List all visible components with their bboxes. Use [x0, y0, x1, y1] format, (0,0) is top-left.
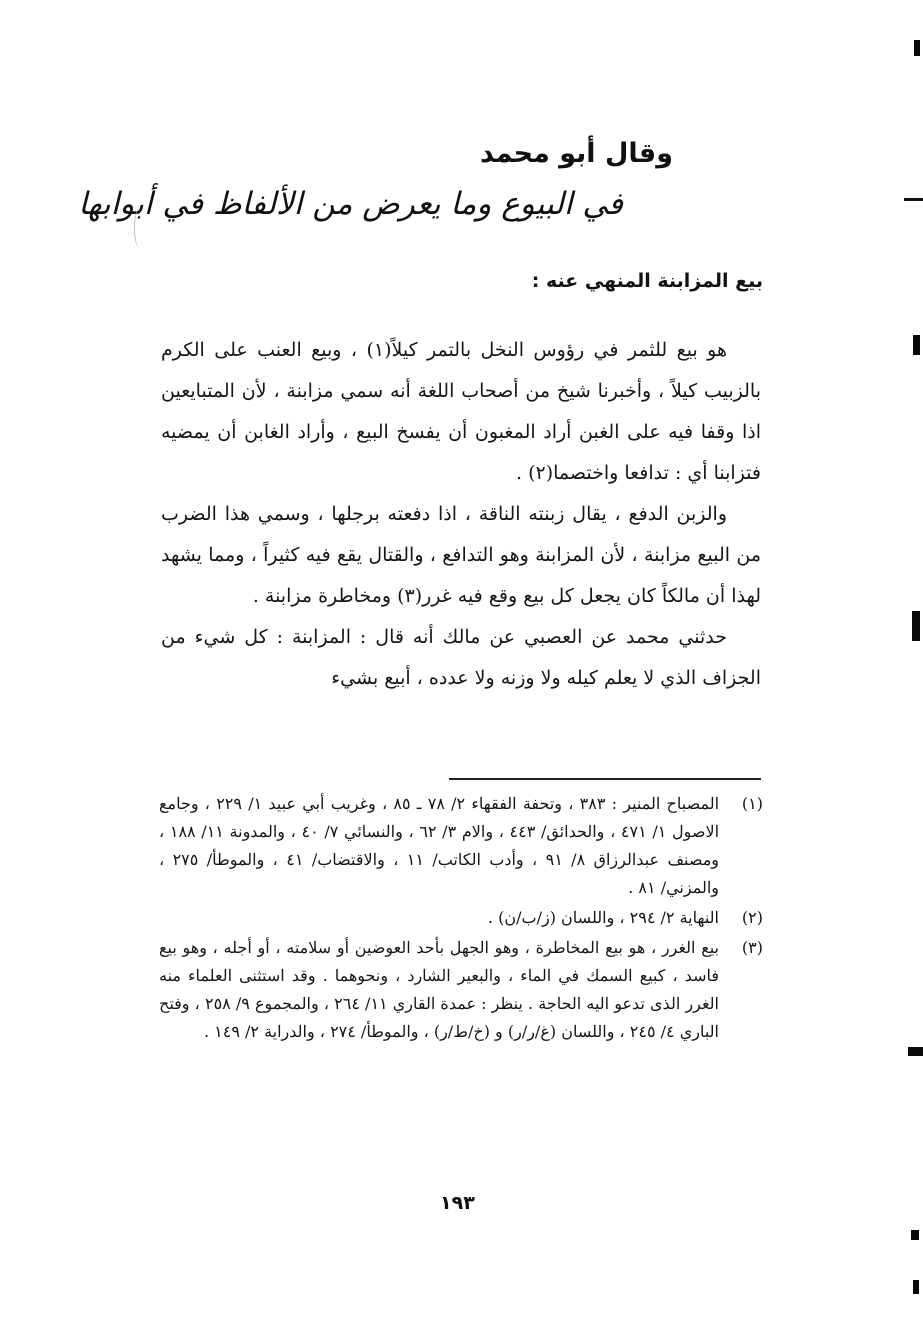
- body-text: [161, 330, 761, 699]
- body-paragraph: هو بيع للثمر في رؤوس النخل بالتمر كيلاً(١) ، وبيع العنب على الكرم بالزبيب كيلاً ، وأخبرنا شيخ من أصحاب اللغة أنه سمي مزابنة ، لأن المتبايعين اذا وقفا فيه على الغبن أراد المغبون أن يفسخ البيع ، وأراد الغابن أن يمضيه فتزابنا أي : تدافعا واختصما(٢) .: [161, 339, 761, 484]
- footnote-separator: [449, 778, 761, 780]
- footnote: [159, 790, 763, 902]
- section-title: بيع المزابنة المنهي عنه :: [531, 270, 763, 292]
- footnotes: [159, 790, 763, 1048]
- calligraphic-subtitle: في البيوع وما يعرض من الألفاظ في أبوابها: [78, 186, 623, 222]
- scan-artifact: [134, 208, 145, 248]
- body-paragraph: والزبن الدفع ، يقال زبنته الناقة ، اذا دفعته برجلها ، وسمي هذا الضرب من البيع مزابنة ، لأن المزابنة وهو التدافع ، والقتال يقع فيه كثيراً ، ومما يشهد لهذا أن مالكاً كان يجعل كل بيع وقع فيه غرر(٣) ومخاطرة مزابنة .: [161, 503, 761, 607]
- scan-edge-mark: [908, 1047, 923, 1056]
- footnote-number: (٢): [741, 908, 763, 927]
- footnote-text: النهاية ٢/ ٢٩٤ ، واللسان (ز/ب/ن) .: [487, 908, 719, 927]
- footnote-number: (٣): [741, 938, 763, 957]
- scan-edge-mark: [904, 198, 923, 201]
- body-paragraph: حدثني محمد عن العصبي عن مالك أنه قال : المزابنة : كل شيء من الجزاف الذي لا يعلم كيله ولا وزنه ولا عدده ، أبيع بشيء: [161, 626, 761, 689]
- footnote-text: بيع الغرر ، هو بيع المخاطرة ، وهو الجهل بأحد العوضين أو سلامته ، أو أجله ، وهو بيع فاسد ، كبيع السمك في الماء ، والبعير الشارد ، ونحوهما . وقد استثنى العلماء منه الغرر الذى تدعو اليه الحاجة . ينظر : عمدة القاري ١١/ ٢٦٤ ، والمجموع ٩/ ٢٥٨ ، وفتح الباري ٤/ ٢٤٥ ، واللسان (غ/ر/ر) و (خ/ط/ر) ، والموطأ/ ٢٧٤ ، والدراية ٢/ ١٤٩ .: [159, 938, 719, 1041]
- scan-edge-mark: [911, 1230, 919, 1240]
- footnote: [159, 934, 763, 1046]
- scan-edge-mark: [913, 335, 920, 355]
- footnote: [159, 904, 763, 932]
- scan-edge-mark: [914, 40, 920, 56]
- page-title: وقال أبو محمد: [479, 138, 673, 169]
- scan-edge-mark: [913, 1280, 919, 1294]
- footnote-text: المصباح المنير : ٣٨٣ ، وتحفة الفقهاء ٢/ ٧٨ ـ ٨٥ ، وغريب أبي عبيد ١/ ٢٢٩ ، وجامع الاصول ١/ ٤٧١ ، والحدائق/ ٤٤٣ ، والام ٣/ ٦٢ ، والنسائي ٧/ ٤٠ ، والمدونة ١١/ ١٨٨ ، ومصنف عبدالرزاق ٨/ ٩١ ، وأدب الكاتب/ ١١ ، والاقتضاب/ ٤١ ، والموطأ/ ٢٧٥ ، والمزني/ ٨١ .: [159, 794, 720, 897]
- footnote-number: (١): [741, 794, 763, 813]
- page-number: ١٩٣: [440, 1192, 475, 1214]
- scan-edge-mark: [912, 611, 920, 641]
